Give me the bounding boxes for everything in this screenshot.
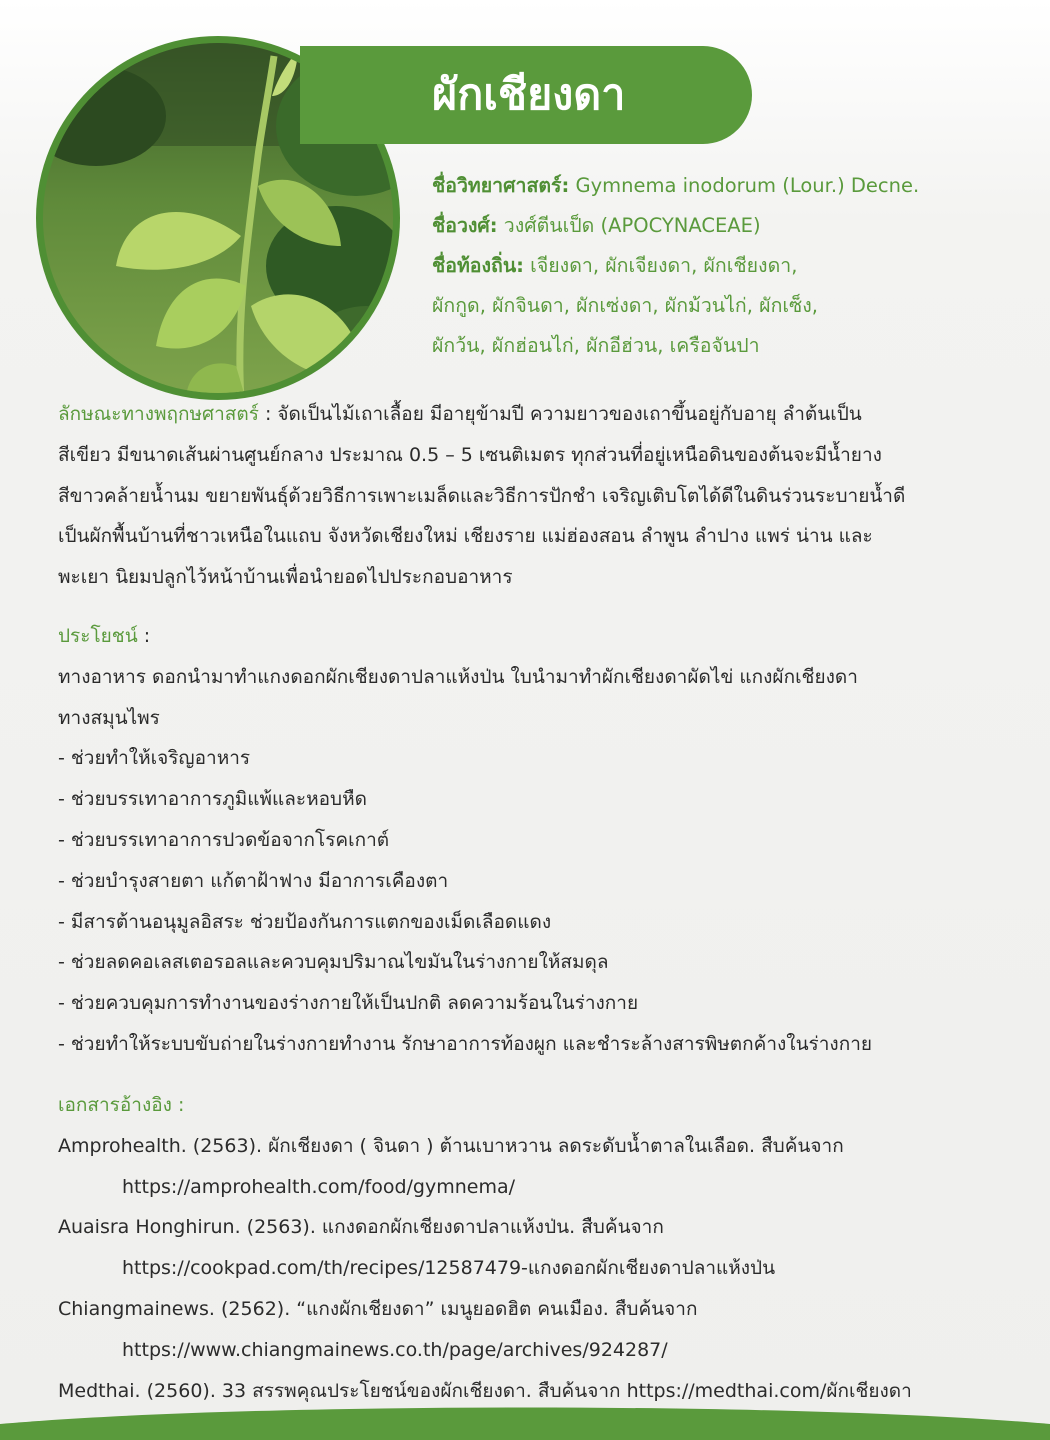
reference-link[interactable]: https://www.chiangmainews.co.th/page/archives/924287/ (122, 1338, 668, 1361)
benefit-line: ทางสมุนไพร (58, 706, 160, 729)
benefit-item: - ช่วยทำให้ระบบขับถ่ายในร่างกายทำงาน รักษาอาการท้องผูก และชำระล้างสารพิษตกค้างในร่างกาย (58, 1032, 873, 1055)
botany-line: สีเขียว มีขนาดเส้นผ่านศูนย์กลาง ประมาณ 0.5 – 5 เซนติเมตร ทุกส่วนที่อยู่เหนือดินของต้นจะมีน้ำยาง (58, 443, 882, 466)
info-local-names-cont: ผักกูด, ผักจินดา, ผักเซ่งดา, ผักม้วนไก่, ผักเซ็ง, (432, 294, 818, 317)
benefit-item: - ช่วยควบคุมการทำงานของร่างกายให้เป็นปกติ ลดความร้อนในร่างกาย (58, 992, 639, 1015)
reference-link[interactable]: https://cookpad.com/th/recipes/12587479-แกงดอกผักเชียงดาปลาแห้งป่น (122, 1257, 776, 1280)
benefit-item: - ช่วยบำรุงสายตา แก้ตาฝ้าฟาง มีอาการเคืองตา (58, 869, 449, 892)
botany-line: พะเยา นิยมปลูกไว้หน้าบ้านเพื่อนำยอดไปประกอบอาหาร (58, 566, 513, 589)
benefits-section (58, 616, 1008, 1065)
benefit-item: - ช่วยบรรเทาอาการปวดข้อจากโรคเกาต์ (58, 828, 390, 851)
reference-entry: Chiangmainews. (2562). “แกงผักเชียงดา” เมนูยอดฮิต คนเมือง. สืบค้นจาก (58, 1297, 698, 1320)
reference-entry: Auaisra Honghirun. (2563). แกงดอกผักเชียงดาปลาแห้งป่น. สืบค้นจาก (58, 1216, 664, 1239)
benefit-item: - มีสารต้านอนุมูลอิสระ ช่วยป้องกันการแตกของเม็ดเลือดแดง (58, 910, 552, 933)
botany-line: สีขาวคล้ายน้ำนม ขยายพันธุ์ด้วยวิธีการเพาะเมล็ดและวิธีการปักชำ เจริญเติบโตได้ดีในดินร่วนระบายน้ำดี (58, 484, 906, 507)
reference-link[interactable]: https://amprohealth.com/food/gymnema/ (122, 1175, 515, 1198)
reference-entry: Medthai. (2560). 33 สรรพคุณประโยชน์ของผักเชียงดา. สืบค้นจาก https://medthai.com/ผักเชียงดา (58, 1379, 912, 1402)
benefit-item: - ช่วยลดคอเลสเตอรอลและควบคุมปริมาณไขมันในร่างกายให้สมดุล (58, 951, 609, 974)
info-scientific-name: ชื่อวิทยาศาสตร์: Gymnema inodorum (Lour.) Decne. (432, 174, 920, 197)
reference-entry: Amprohealth. (2563). ผักเชียงดา ( จินดา ) ต้านเบาหวาน ลดระดับน้ำตาลในเลือด. สืบค้นจาก (58, 1134, 844, 1157)
info-local-names-cont: ผักว้น, ผักฮ่อนไก่, ผักอีฮ่วน, เครือจันปา (432, 334, 760, 357)
botany-heading: ลักษณะทางพฤกษศาสตร์ (58, 403, 259, 425)
botany-section (58, 394, 1008, 598)
page-title: ผักเชียงดา (432, 70, 626, 120)
benefit-item: - ช่วยทำให้เจริญอาหาร (58, 747, 251, 770)
benefit-item: - ช่วยบรรเทาอาการภูมิแพ้และหอบหืด (58, 788, 367, 811)
references-section (58, 1085, 1008, 1411)
bottom-wave-decoration (0, 1400, 1050, 1440)
botany-first-line: ลักษณะทางพฤกษศาสตร์ : จัดเป็นไม้เถาเลื้อย มีอายุข้ามปี ความยาวของเถาขึ้นอยู่กับอายุ ลำต้นเป็น (58, 403, 862, 425)
info-family: ชื่อวงศ์: วงศ์ตีนเป็ด (APOCYNACEAE) (432, 214, 761, 237)
plant-info (432, 166, 1032, 366)
benefit-line: ทางอาหาร ดอกนำมาทำแกงดอกผักเชียงดาปลาแห้งป่น ใบนำมาทำผักเชียงดาผัดไข่ แกงผักเชียงดา (58, 665, 858, 688)
benefits-heading-line: ประโยชน์ : (58, 625, 151, 647)
botany-line: เป็นผักพื้นบ้านที่ชาวเหนือในแถบ จังหวัดเชียงใหม่ เชียงราย แม่ฮ่องสอน ลำพูน ลำปาง แพร่ น่าน และ (58, 525, 873, 548)
info-local-names: ชื่อท้องถิ่น: เจียงดา, ผักเจียงดา, ผักเชียงดา, (432, 254, 798, 277)
references-heading: เอกสารอ้างอิง : (58, 1094, 185, 1116)
benefits-heading: ประโยชน์ (58, 625, 138, 647)
